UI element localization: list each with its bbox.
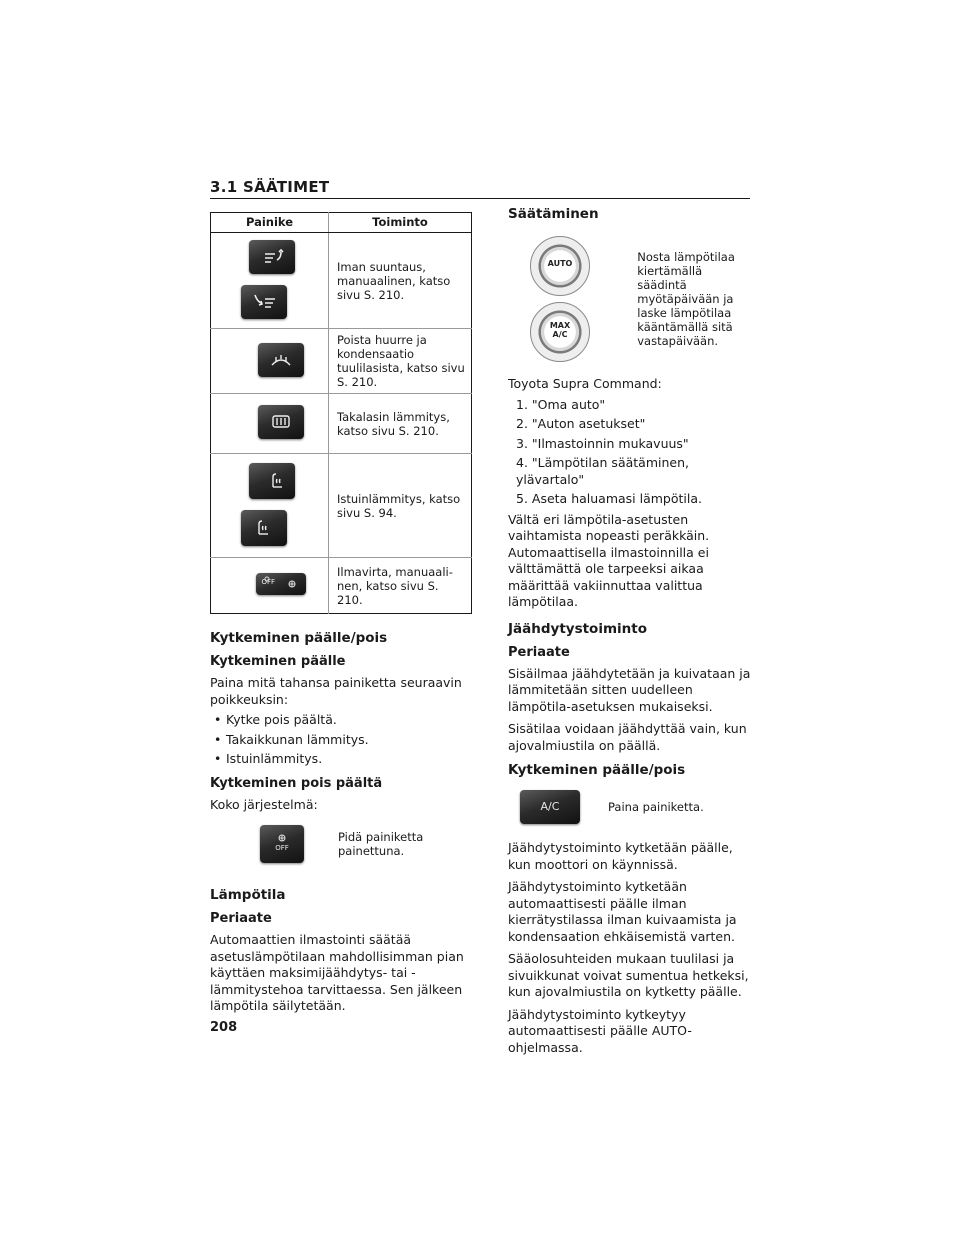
seat-heat-left-icon bbox=[249, 463, 295, 499]
fan-off-icon: OFF bbox=[256, 573, 306, 595]
heading-on: Kytkeminen päälle bbox=[210, 654, 346, 669]
heading-adjust: Säätäminen bbox=[508, 206, 599, 222]
table-row bbox=[211, 454, 472, 558]
paragraph-ac-1: Jäähdytystoiminto kytketään päälle, kun moottori on käynnissä. bbox=[508, 840, 733, 872]
table-header-button: Painike bbox=[211, 213, 329, 233]
table-cell-text: Iman suuntaus, manuaalinen, katso sivu S. 210. bbox=[337, 259, 451, 302]
windshield-defrost-icon bbox=[258, 343, 304, 377]
section-rule bbox=[210, 198, 750, 199]
knob-row bbox=[508, 236, 752, 362]
heading-switch: Kytkeminen päälle/pois bbox=[210, 630, 388, 646]
max-ac-knob-icon: MAX A/C bbox=[530, 302, 590, 362]
list-item: 5. Aseta haluamasi lämpötila. bbox=[516, 491, 702, 506]
ac-button-icon: A/C bbox=[520, 790, 580, 824]
rear-window-heat-icon bbox=[258, 405, 304, 439]
exception-list bbox=[210, 712, 472, 768]
heading-cooling: Jäähdytystoiminto bbox=[508, 620, 647, 637]
paragraph-ac-3: Sääolosuhteiden mukaan tuulilasi ja sivuikkunat voivat sumentua hetkeksi, kun ajovalmiustila on kytketty päälle. bbox=[508, 951, 749, 999]
paragraph-off: Koko järjestelmä: bbox=[210, 796, 318, 812]
table-row bbox=[211, 394, 472, 454]
steps-list bbox=[508, 397, 752, 508]
right-column bbox=[508, 206, 752, 1056]
list-item: • Takaikkunan lämmitys. bbox=[210, 732, 472, 749]
seat-heat-right-icon bbox=[241, 510, 287, 546]
off-note: Pidä painiketta painettuna. bbox=[338, 830, 424, 858]
command-intro: Toyota Supra Command: bbox=[508, 376, 662, 391]
paragraph-ac-4: Jäähdytystoiminto kytkeytyy automaattisesti päälle AUTO-ohjelmassa. bbox=[508, 1006, 692, 1055]
table-row bbox=[211, 233, 472, 329]
heading-temperature: Lämpötila bbox=[210, 887, 286, 903]
list-item: 2. "Auton asetukset" bbox=[516, 416, 646, 431]
fan-off-button-icon: OFF bbox=[260, 825, 304, 863]
air-direction-up-icon bbox=[249, 240, 295, 274]
list-item: 1. "Oma auto" bbox=[516, 396, 606, 412]
list-item: 3. "Ilmastoinnin mukavuus" bbox=[516, 435, 689, 451]
off-row bbox=[210, 825, 472, 863]
table-cell-text: Ilmavirta, manuaali-nen, katso sivu S. 210. bbox=[329, 558, 472, 614]
list-item: • Istuinlämmitys. bbox=[210, 751, 472, 768]
paragraph-ac-2: Jäähdytystoiminto kytketään automaattisesti päälle ilman kierrätystilassa ilman kuivaamista ja kondensaation ehkäisemistä varten. bbox=[508, 879, 737, 944]
paragraph-cool-1: Sisäilmaa jäähdytetään ja kuivataan ja lämmitetään sitten uudelleen lämpötila-asetuksen mukaiseksi. bbox=[508, 665, 751, 714]
left-column bbox=[210, 212, 472, 1015]
heading-off: Kytkeminen pois päältä bbox=[210, 775, 383, 791]
table-row bbox=[211, 329, 472, 394]
table-cell-text: Takalasin lämmitys, katso sivu S. 210. bbox=[329, 394, 472, 454]
heading-principle-cooling: Periaate bbox=[508, 644, 570, 660]
table-row bbox=[211, 558, 472, 614]
ac-row bbox=[508, 790, 752, 824]
paragraph-cool-2: Sisätilaa voidaan jäähdyttää vain, kun ajovalmiustila on päällä. bbox=[508, 721, 747, 753]
ac-note: Paina painiketta. bbox=[608, 799, 704, 814]
paragraph-on: Paina mitä tahansa painiketta seuraavin poikkeuksin: bbox=[210, 675, 462, 707]
auto-knob-icon: AUTO bbox=[530, 236, 590, 296]
table-cell-text: Poista huurre ja kondensaatio tuulilasista, katso sivu S. 210. bbox=[329, 329, 472, 394]
air-direction-down-icon bbox=[241, 285, 287, 319]
list-item: • Kytke pois päältä. bbox=[210, 712, 472, 729]
list-item: 4. "Lämpötilan säätäminen, ylävartalo" bbox=[516, 455, 689, 487]
heading-principle: Periaate bbox=[210, 911, 272, 926]
paragraph-avoid: Vältä eri lämpötila-asetusten vaihtamista nopeasti peräkkäin. Automaattisella ilmastoinnilla ei välttämättä ole tarpeeksi aikaa määrittää vakiinnuttaa valittua lämpötilaa. bbox=[508, 511, 710, 609]
paragraph-temperature: Automaattien ilmastointi säätää asetuslämpötilaan mahdollisimman pian käyttäen maksimijäähdytys- tai -lämmitystehoa tarvittaessa. Sen jälkeen lämpötila säilytetään. bbox=[210, 932, 464, 1013]
knob-note: Nosta lämpötilaa kiertämällä säädintä myötäpäivään ja laske lämpötilaa kääntämällä sitä vastapäivään. bbox=[637, 250, 735, 348]
table-header-function: Toiminto bbox=[329, 213, 472, 233]
section-title: 3.1 SÄÄTIMET bbox=[210, 178, 330, 196]
heading-switch-ac: Kytkeminen päälle/pois bbox=[508, 762, 686, 778]
table-cell-text: Istuinlämmitys, katso sivu S. 94. bbox=[329, 454, 472, 558]
page-number: 208 bbox=[210, 1020, 238, 1035]
function-table bbox=[210, 212, 472, 614]
